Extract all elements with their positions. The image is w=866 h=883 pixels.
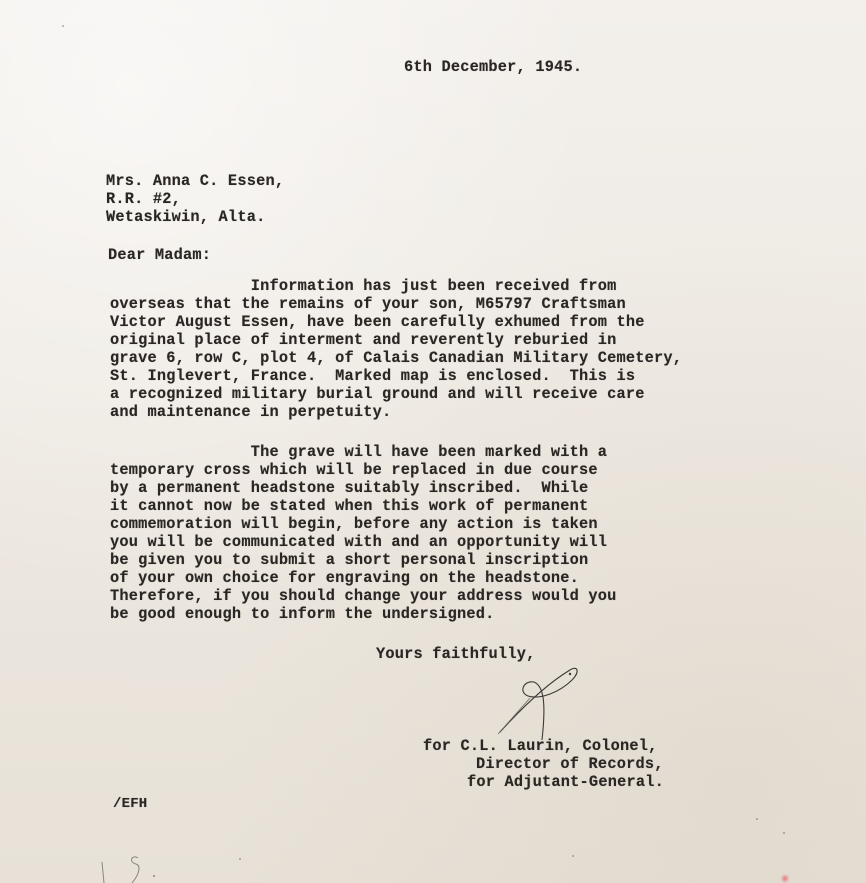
- paragraph-line: grave 6, row C, plot 4, of Calais Canadian Military Cemetery,: [110, 349, 683, 367]
- paragraph-line: and maintenance in perpetuity.: [110, 403, 392, 421]
- paragraph-line: temporary cross which will be replaced in due course: [110, 461, 598, 479]
- paragraph-line: Victor August Essen, have been carefully exhumed from the: [110, 313, 645, 331]
- paragraph-line: Therefore, if you should change your address would you: [110, 587, 617, 605]
- paragraph-line: St. Inglevert, France. Marked map is enclosed. This is: [110, 367, 636, 385]
- typist-reference: /EFH: [113, 796, 148, 812]
- paragraph-line: a recognized military burial ground and will receive care: [110, 385, 645, 403]
- paper-speck: [783, 832, 785, 834]
- handwritten-signature: [490, 660, 590, 740]
- letter-date: 6th December, 1945.: [404, 58, 583, 76]
- recipient-route: R.R. #2,: [106, 190, 182, 208]
- paper-speck: [572, 855, 574, 857]
- paragraph-line: be given you to submit a short personal inscription: [110, 551, 589, 569]
- paragraph-line: be good enough to inform the undersigned.: [110, 605, 495, 623]
- signatory-line: for C.L. Laurin, Colonel,: [423, 737, 658, 755]
- paper-speck: [756, 818, 758, 820]
- paragraph-line: commemoration will begin, before any action is taken: [110, 515, 598, 533]
- paragraph-line: overseas that the remains of your son, M65797 Craftsman: [110, 295, 626, 313]
- recipient-name: Mrs. Anna C. Essen,: [106, 172, 285, 190]
- closing: Yours faithfully,: [376, 645, 536, 663]
- paragraph-line: of your own choice for engraving on the headstone.: [110, 569, 579, 587]
- paragraph-line: it cannot now be stated when this work of permanent: [110, 497, 589, 515]
- paragraph-line: by a permanent headstone suitably inscribed. While: [110, 479, 589, 497]
- recipient-town: Wetaskiwin, Alta.: [106, 208, 266, 226]
- red-stain: [780, 874, 790, 883]
- signatory-title: Director of Records,: [476, 755, 664, 773]
- salutation: Dear Madam:: [108, 246, 212, 264]
- pencil-annotation: [98, 852, 158, 883]
- signatory-office: for Adjutant-General.: [467, 773, 664, 791]
- paragraph-line: The grave will have been marked with a: [110, 443, 608, 461]
- paragraph-line: Information has just been received from: [110, 277, 617, 295]
- paper-speck: [62, 25, 64, 27]
- paragraph-line: you will be communicated with and an opportunity will: [110, 533, 608, 551]
- paragraph-line: original place of interment and reverently reburied in: [110, 331, 617, 349]
- paper-speck: [239, 858, 241, 860]
